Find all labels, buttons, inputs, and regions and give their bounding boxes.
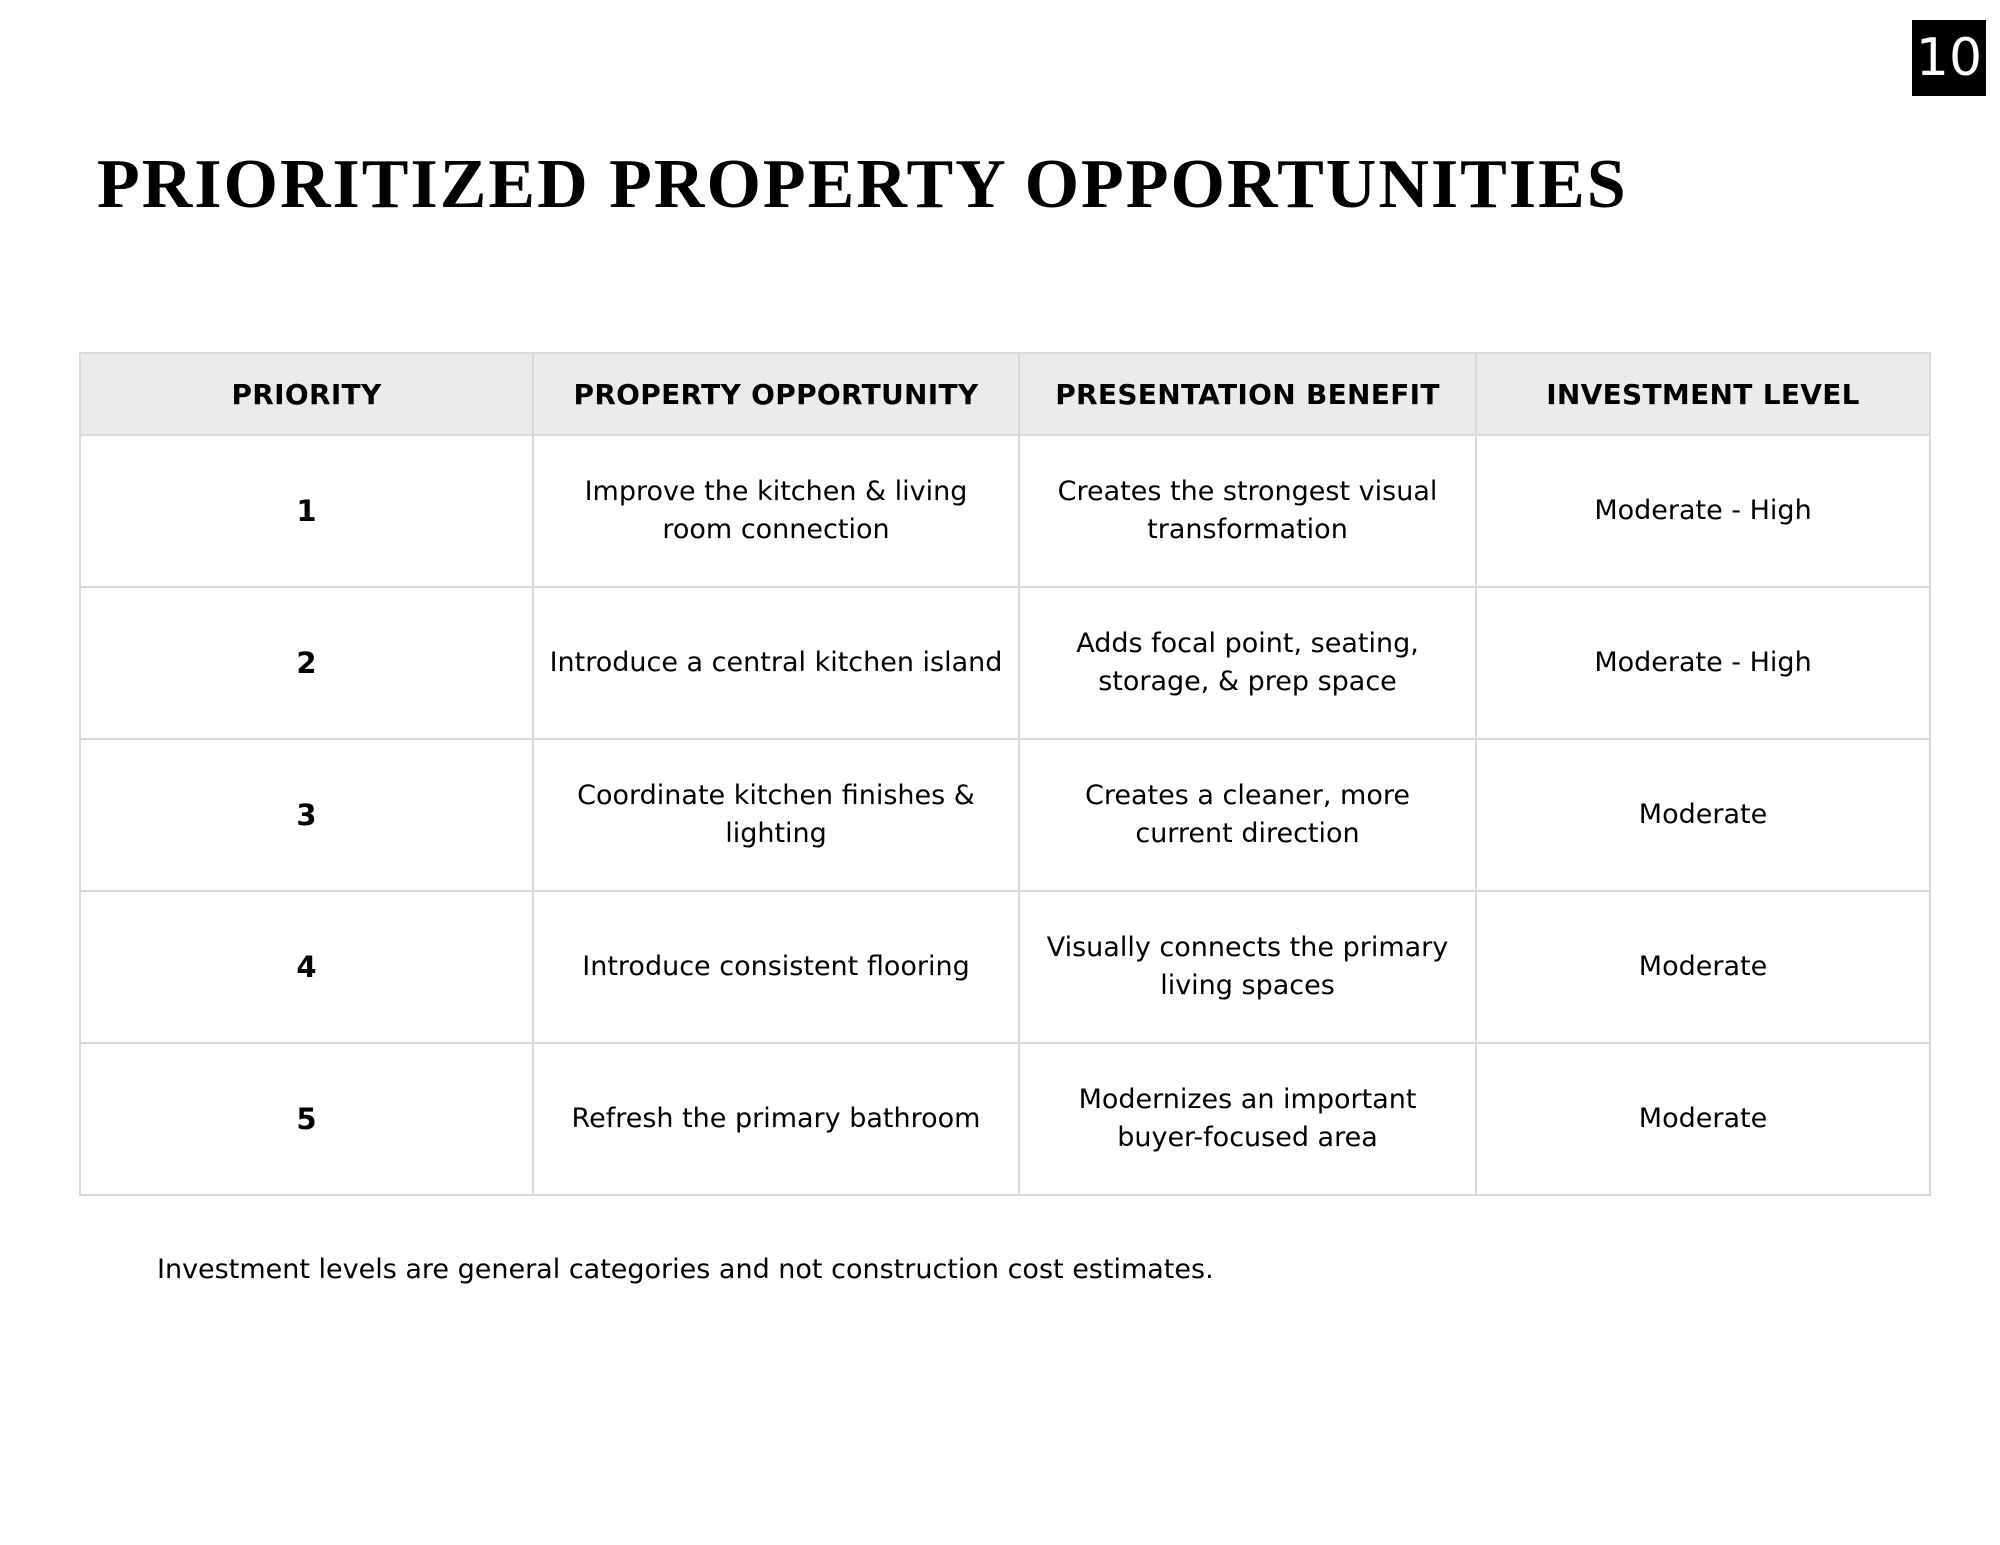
table-row [80,1043,1930,1195]
page-number-badge: 10 [1912,20,1986,96]
column-header-benefit: PRESENTATION BENEFIT [1019,353,1476,435]
table-row [80,435,1930,587]
benefit-cell: Modernizes an important buyer-focused area [1019,1043,1476,1195]
investment-cell: Moderate [1476,1043,1930,1195]
priority-cell: 5 [80,1043,533,1195]
investment-cell: Moderate [1476,739,1930,891]
benefit-cell: Creates a cleaner, more current direction [1019,739,1476,891]
opportunity-cell: Introduce a central kitchen island [533,587,1019,739]
opportunity-cell: Refresh the primary bathroom [533,1043,1019,1195]
opportunity-cell: Improve the kitchen & living room connection [533,435,1019,587]
table-row [80,891,1930,1043]
column-header-priority: PRIORITY [80,353,533,435]
table-row [80,739,1930,891]
column-header-investment: INVESTMENT LEVEL [1476,353,1930,435]
priority-cell: 1 [80,435,533,587]
investment-cell: Moderate - High [1476,435,1930,587]
table-row [80,587,1930,739]
investment-cell: Moderate [1476,891,1930,1043]
opportunities-table [79,352,1931,1196]
table-header-row [80,353,1930,435]
table-header [80,353,1930,435]
benefit-cell: Adds focal point, seating, storage, & prep space [1019,587,1476,739]
benefit-cell: Creates the strongest visual transformation [1019,435,1476,587]
priority-cell: 4 [80,891,533,1043]
table-body [80,435,1930,1195]
page-title: PRIORITIZED PROPERTY OPPORTUNITIES [97,146,1628,223]
opportunity-cell: Introduce consistent flooring [533,891,1019,1043]
benefit-cell: Visually connects the primary living spaces [1019,891,1476,1043]
opportunity-cell: Coordinate kitchen finishes & lighting [533,739,1019,891]
investment-footnote: Investment levels are general categories and not construction cost estimates. [157,1254,1214,1285]
priority-cell: 2 [80,587,533,739]
priority-cell: 3 [80,739,533,891]
investment-cell: Moderate - High [1476,587,1930,739]
column-header-opportunity: PROPERTY OPPORTUNITY [533,353,1019,435]
